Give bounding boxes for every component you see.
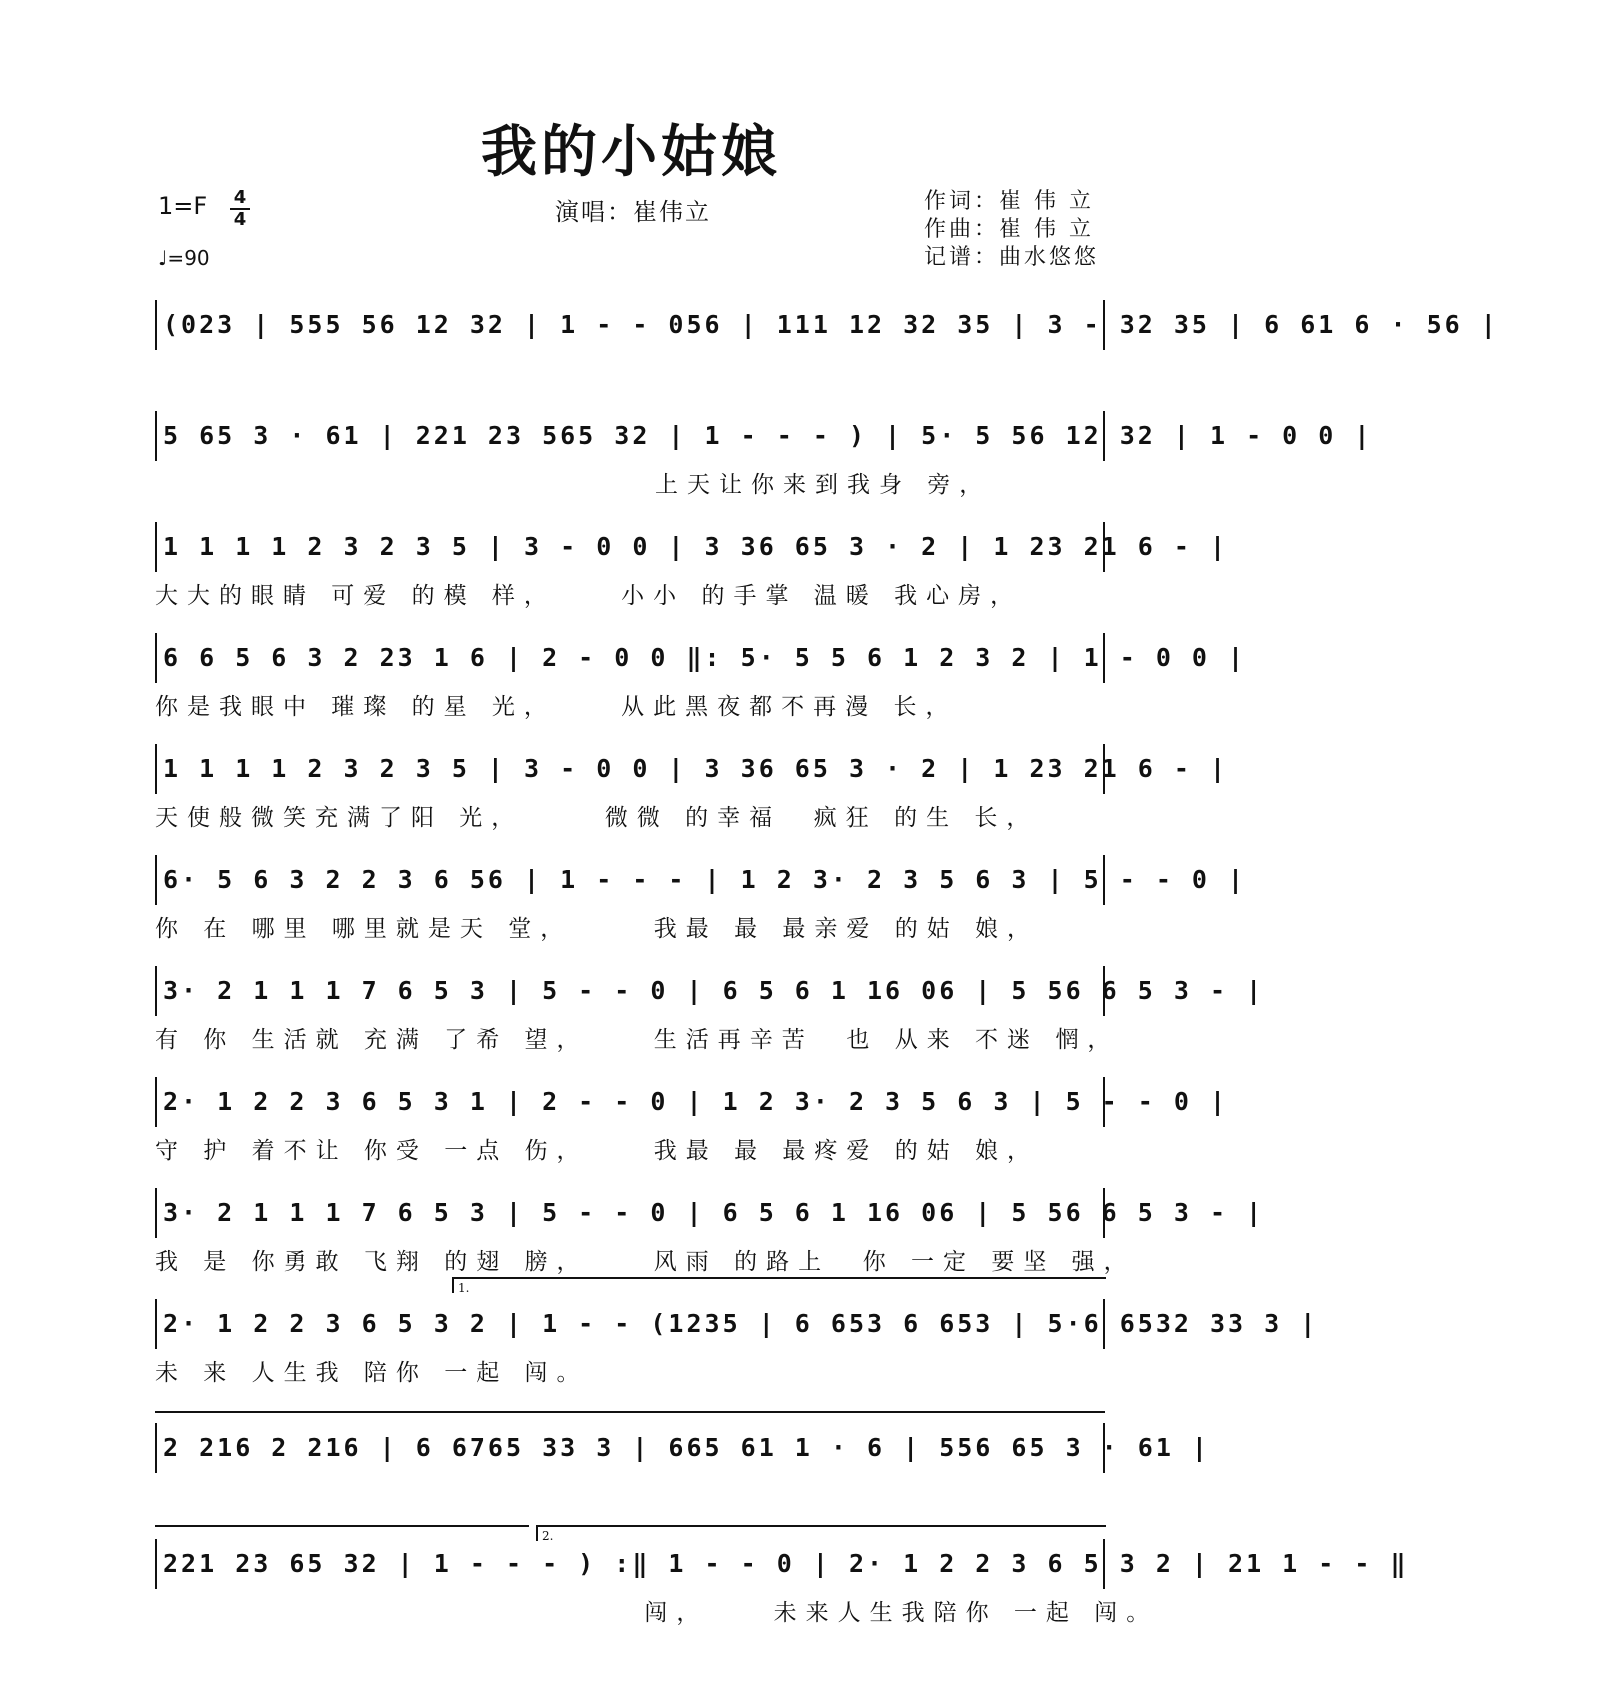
notes-line-7: 3· 2 1 1 1 7 6 5 3 | 5 - - 0 | 6 5 6 1 16 06 | 5 56 6 5 3 - | — [155, 966, 1105, 1016]
lyrics-line-7: 有 你 生活就 充满 了希 望， 生活再辛苦 也 从来 不迷 惘， — [155, 1027, 1120, 1053]
lyrics-line-2: 上天让你来到我身 旁， — [655, 472, 992, 498]
lyrics-line-12: 闯， 未来人生我陪你 一起 闯。 — [155, 1600, 1159, 1626]
notes-line-2: 5 65 3 · 61 | 221 23 565 32 | 1 - - - ) | 5· 5 56 12 32 | 1 - 0 0 | — [155, 411, 1105, 461]
lyrics-line-6: 你 在 哪里 哪里就是天 堂， 我最 最 最亲爱 的姑 娘， — [155, 916, 1040, 942]
notes-line-10: 2· 1 2 2 3 6 5 3 2 | 1 - - (1235 | 6 653 6 653 | 5·6 6532 33 3 | — [155, 1299, 1105, 1349]
notes-line-11: 2 216 2 216 | 6 6765 33 3 | 665 61 1 · 6 | 556 65 3 · 61 | — [155, 1423, 1105, 1473]
score-line-5 — [155, 744, 1229, 855]
score-line-12 — [155, 1529, 1409, 1650]
notes-line-12: 221 23 65 32 | 1 - - - ) :‖ 1 - - 0 | 2· 1 2 2 3 6 5 3 2 | 21 1 - - ‖ — [155, 1539, 1105, 1589]
score-line-7 — [155, 966, 1265, 1077]
tempo-marking: ♩=90 — [158, 246, 210, 270]
notes-line-4: 6 6 5 6 3 2 23 1 6 | 2 - 0 0 ‖: 5· 5 5 6 1 2 3 2 | 1 - 0 0 | — [155, 633, 1105, 683]
score-line-11 — [155, 1423, 1210, 1539]
composer-credit: 作曲：崔 伟 立 — [924, 217, 1094, 242]
lyrics-line-9: 我 是 你勇敢 飞翔 的翅 膀， 风雨 的路上 你 一定 要坚 强， — [155, 1249, 1136, 1275]
lyrics-line-4: 你是我眼中 璀璨 的星 光， 从此黑夜都不再漫 长， — [155, 694, 958, 720]
score-line-2 — [155, 411, 1373, 522]
notes-line-6: 6· 5 6 3 2 2 3 6 56 | 1 - - - | 1 2 3· 2 3 5 6 3 | 5 - - 0 | — [155, 855, 1105, 905]
score-line-10 — [155, 1281, 1319, 1423]
credits-block — [924, 188, 1099, 272]
second-ending-label: 2. — [542, 1529, 554, 1543]
singer-credit: 演唱：崔伟立 — [555, 198, 711, 226]
score — [155, 300, 1499, 1650]
score-line-8 — [155, 1077, 1229, 1188]
key-signature: 1=F — [158, 192, 208, 220]
lyrics-line-3: 大大的眼睛 可爱 的模 样， 小小 的手掌 温暖 我心房， — [155, 583, 1023, 609]
lyrics-line-5: 天使般微笑充满了阳 光， 微微 的幸福 疯狂 的生 长， — [155, 805, 1039, 831]
notes-line-9: 3· 2 1 1 1 7 6 5 3 | 5 - - 0 | 6 5 6 1 16 06 | 5 56 6 5 3 - | — [155, 1188, 1105, 1238]
first-ending-end — [155, 1525, 529, 1527]
lyrics-line-10: 未 来 人生我 陪你 一起 闯。 — [155, 1360, 589, 1386]
notes-line-8: 2· 1 2 2 3 6 5 3 1 | 2 - - 0 | 1 2 3· 2 3 5 6 3 | 5 - - 0 | — [155, 1077, 1105, 1127]
transcriber-credit: 记谱：曲水悠悠 — [924, 245, 1100, 270]
score-line-1 — [155, 300, 1499, 411]
score-line-4 — [155, 633, 1247, 744]
time-signature-top: 4 — [233, 187, 247, 208]
notes-line-5: 1 1 1 1 2 3 2 3 5 | 3 - 0 0 | 3 36 65 3 · 2 | 1 23 21 6 - | — [155, 744, 1105, 794]
time-signature-bottom: 4 — [230, 208, 250, 230]
lyricist-credit: 作词：崔 伟 立 — [924, 189, 1094, 214]
time-signature — [230, 188, 250, 230]
notes-line-3: 1 1 1 1 2 3 2 3 5 | 3 - 0 0 | 3 36 65 3 · 2 | 1 23 21 6 - | — [155, 522, 1105, 572]
first-ending-continuation — [155, 1411, 1105, 1413]
first-ending-bracket — [452, 1277, 1106, 1293]
lyrics-line-8: 守 护 着不让 你受 一点 伤， 我最 最 最疼爱 的姑 娘， — [155, 1138, 1040, 1164]
score-line-6 — [155, 855, 1247, 966]
lyrics-line-1 — [155, 356, 1105, 392]
score-line-3 — [155, 522, 1229, 633]
first-ending-label: 1. — [458, 1281, 470, 1295]
song-title: 我的小姑娘 — [481, 119, 781, 185]
lyrics-line-11 — [155, 1479, 1105, 1515]
notes-line-1: (023 | 555 56 12 32 | 1 - - 056 | 111 12 32 35 | 3 - 32 35 | 6 61 6 · 56 | — [155, 300, 1105, 350]
